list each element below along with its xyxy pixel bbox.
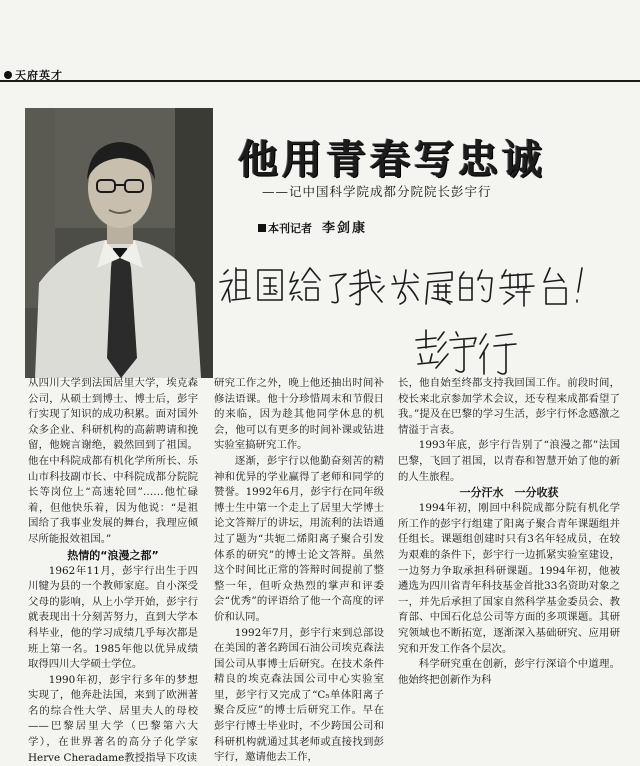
paragraph: 长，他自始至终都支持我回国工作。前段时间，校长来北京参加学术会议，还专程来成都看望了我。”提及在巴黎的学习生活，彭宇行怀念感激之情溢于言表。: [398, 377, 620, 436]
section-tag-label: 天府英才: [15, 69, 63, 82]
paragraph: 逐渐，彭宇行以他勤奋刻苦的精神和优异的学业赢得了老师和同学的赞誉。1992年6月，彭宇行在同年级博士生中第一个走上了居里大学博士论文答辩厅的讲坛，用流利的法语通过了题为“共轭二烯阳离子聚合引发体系的研究”的博士论文答辩。虽然这个时间比正常的答辩时间提前了整整一年，但听众热烈的掌声和评委会“优秀”的评语给了他一个高度的评价和认同。: [214, 454, 384, 623]
article-subtitle: ——记中国科学院成都分院院长彭宇行: [262, 184, 492, 199]
byline-author: 李剑康: [322, 221, 368, 236]
section-heading: 一分汗水 一分收获: [459, 486, 559, 500]
handwriting-illustration: [210, 248, 630, 378]
paragraph: 1994年初，刚回中科院成都分院有机化学所工作的彭宇行组建了阳离子聚合青年课题组并任组长。课题组创建时只有3名年轻成员，在较为艰难的条件下，彭宇行一边抓紧实验室建设，一边努力争取承担科研课题。1994年初，他被遴选为四川省青年科技基金首批33名资助对象之一，并先后承担了国家自然科学基金委员会、教育部、中国石化总公司等方面的多项课题。其研究领域也不断拓宽，逐渐深入基础研究、应用研究和开发工作各个层次。: [398, 502, 620, 655]
paragraph: 1992年7月，彭宇行来到总部设在美国的著名跨国石油公司埃克森法国公司从事博士后研究。在技术条件精良的埃克森法国公司中心实验室里，彭宇行又完成了“C₅单体阳离子聚合反应”的博士后研究工作。早在彭宇行博士毕业时，不少跨国公司和科研机构就通过其老师或直接找到彭宇行，邀请他去工作，: [214, 626, 384, 764]
byline: [258, 217, 367, 236]
paragraph: 研究工作之外，晚上他还抽出时间补修法语课。他十分珍惜周末和节假日的来临，因为趁其他同学休息的机会，他可以有更多的时间补课或钻进实验室搞研究工作。: [214, 377, 384, 452]
article-title: 他用青春写忠诚: [238, 136, 546, 183]
paragraph: 从四川大学到法国居里大学，埃克森公司，从硕士到博士、博士后，彭宇行实现了知识的成功积累。面对国外众多企业、科研机构的高薪聘请和挽留，他婉言谢绝，毅然回到了祖国。他在中科院成都有机化学所所长、乐山市科技副市长、中科院成都分院院长等岗位上“高速轮回”……他忙碌着，但他快乐着，因为他说：“是祖国给了我事业发展的舞台，我理应倾尽所能报效祖国。”: [28, 377, 198, 545]
header-rule: [0, 80, 640, 82]
paragraph: 1990年初，彭宇行多年的梦想实现了，他奔赴法国，来到了欧洲著名的综合性大学、居里夫人的母校——巴黎居里大学（巴黎第六大学），在世界著名的高分子化学家Herve Cheradame教授指导下攻读: [28, 673, 198, 764]
paragraph: 科学研究重在创新，彭宇行深谙个中道理。他始终把创新作为科: [398, 658, 620, 686]
handwritten-signature: [210, 248, 630, 378]
byline-square-icon: [258, 224, 266, 232]
text-column-2: [214, 376, 384, 766]
byline-label: 本刊记者: [268, 222, 312, 235]
section-heading: 热情的“浪漫之都”: [67, 548, 159, 562]
portrait-photo: [25, 108, 213, 378]
text-column-3: [398, 376, 620, 688]
paragraph: 1993年底，彭宇行告别了“浪漫之都”法国巴黎，飞回了祖国，以青春和智慧开始了他的新的人生旅程。: [398, 439, 620, 483]
portrait-illustration: [25, 108, 213, 378]
text-column-1: [28, 376, 198, 766]
bullet-icon: [4, 71, 12, 79]
paragraph: 1962年11月，彭宇行出生于四川犍为县的一个教师家庭。自小深受父母的影响，从上小学开始，彭宇行就表现出十分刻苦努力，直到大学本科毕业，他的学习成绩几乎每次都是班上第一名。1985年他以优异成绩取得四川大学硕士学位。: [28, 564, 198, 671]
